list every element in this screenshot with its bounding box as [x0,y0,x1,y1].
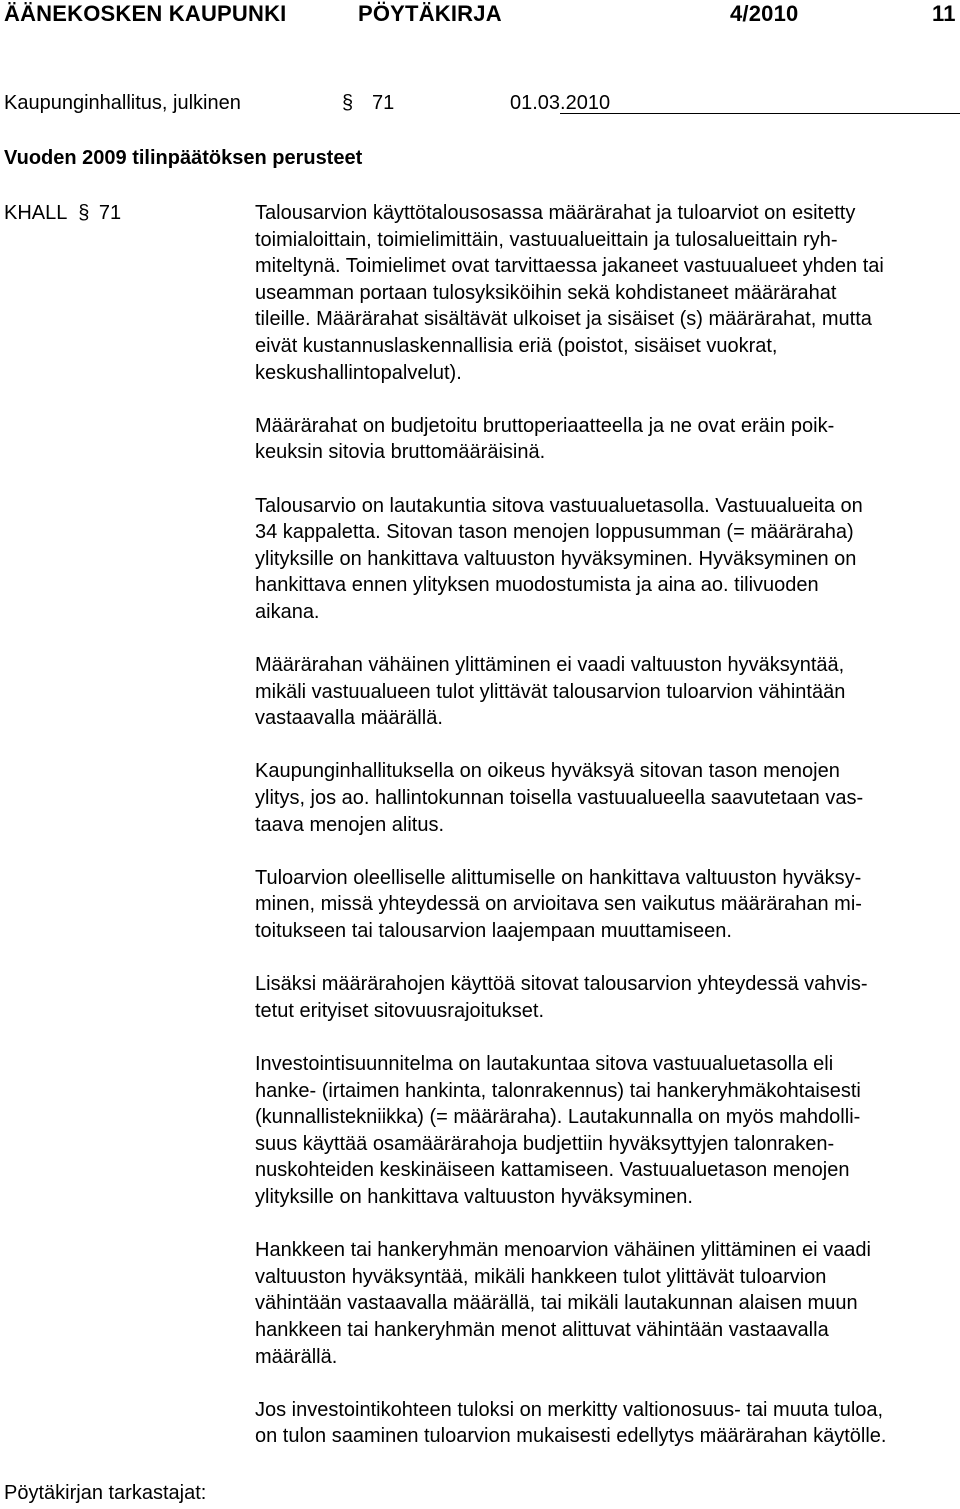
text-line: määrällä. [255,1345,338,1368]
paragraph [255,200,960,386]
paragraph [255,493,960,626]
section-label-number: 71 [98,202,122,224]
text-line: aikana. [255,600,320,623]
page-number: 11 [932,1,956,26]
text-line: Määrärahat on budjetoitu bruttoperiaatteella ja ne ovat eräin poik- [255,414,835,437]
text-line: useamman portaan tulosyksiköihin sekä kohdistaneet määrärahat [255,281,837,304]
paragraph [255,758,960,838]
paragraph [255,413,960,466]
text-line: Lisäksi määrärahojen käyttöä sitovat talousarvion yhteydessä vahvis- [255,973,868,996]
text-line: ylitys, jos ao. hallintokunnan toisella vastuualueella saavutetaan vas- [255,787,864,810]
text-line: Määrärahan vähäinen ylittäminen ei vaadi valtuuston hyväksyntää, [255,654,845,677]
footer-label: Pöytäkirjan tarkastajat: [4,1482,207,1504]
text-line: valtuuston hyväksyntää, mikäli hankkeen tulot ylittävät tuloarvion [255,1265,827,1288]
text-line: Jos investointikohteen tuloksi on merkitty valtionosuus- tai muuta tuloa, [255,1398,884,1421]
section-body [255,200,960,1477]
text-line: ylityksille on hankittava valtuuston hyväksyminen. Hyväksyminen on [255,547,857,570]
paragraph [255,652,960,732]
text-line: Tuloarvion oleelliselle alittumiselle on hankittava valtuuston hyväksy- [255,866,862,889]
text-line: Investointisuunnitelma on lautakuntaa sitova vastuualuetasolla eli [255,1053,834,1075]
text-line: minen, missä yhteydessä on arvioitava sen vaikutus määrärahan mi- [255,893,862,916]
section-label-symbol: § [78,202,90,224]
text-line: vähintään vastaavalla määrällä, tai mikäli lautakunnan alaisen muun [255,1292,858,1315]
section-label-prefix: KHALL [4,202,67,224]
text-line: vastaavalla määrällä. [255,707,443,730]
paragraph [255,1051,960,1211]
text-line: tileille. Määrärahat sisältävät ulkoiset ja sisäiset (s) määrärahat, mutta [255,308,872,331]
text-line: taava menojen alitus. [255,813,445,836]
text-line: mikäli vastuualueen tulot ylittävät talousarvion tuloarvion vähintään [255,680,846,703]
organization-name: ÄÄNEKOSKEN KAUPUNKI [4,1,287,26]
text-line: Kaupunginhallituksella on oikeus hyväksyä sitovan tason menojen [255,760,840,783]
text-line: hankkeen tai hankeryhmän menot alittuvat vähintään vastaavalla [255,1318,829,1341]
text-line: toimialoittain, toimielimittäin, vastuualueittain ja tulosalueittain ryh- [255,228,838,251]
section-number: 71 [372,92,395,114]
text-line: Talousarvio on lautakuntia sitova vastuualuetasolla. Vastuualueita on [255,494,863,517]
text-line: ylityksille on hankittava valtuuston hyväksyminen. [255,1185,693,1208]
paragraph [255,971,960,1024]
paragraph [255,1397,960,1450]
text-line: on tulon saaminen tuloarvion mukaisesti edellytys määrärahan käytölle. [255,1425,887,1448]
text-line: Hankkeen tai hankeryhmän menoarvion vähäinen ylittäminen ei vaadi [255,1239,871,1262]
text-line: miteltynä. Toimielimet ovat tarvittaessa jakaneet vastuualueet yhden tai [255,255,884,278]
text-line: tetut erityiset sitovuusrajoitukset. [255,999,545,1022]
meeting-date: 01.03.2010 [510,92,611,114]
text-line: hankittava ennen ylityksen muodostumista ja aina ao. tilivuoden [255,574,819,597]
section-label [4,200,121,226]
paragraph [255,865,960,945]
text-line: (kunnallistekniikka) (= määräraha). Lautakunnalla on myös mahdolli- [255,1106,861,1129]
document-number: 4/2010 [730,1,799,26]
text-line: Talousarvion käyttötalousosassa määrärahat ja tuloarviot on esitetty [255,202,856,224]
meeting-body: Kaupunginhallitus, julkinen [4,92,241,114]
text-line: nuskohteiden keskinäiseen kattamiseen. Vastuualuetason menojen [255,1159,850,1182]
text-line: toitukseen tai talousarvion laajempaan muuttamiseen. [255,920,732,943]
text-line: eivät kustannuslaskennallisia eriä (poistot, sisäiset vuokrat, [255,334,778,357]
header-rule [560,113,960,114]
paragraph [255,1237,960,1370]
text-line: keskushallintopalvelut). [255,361,462,384]
text-line: keuksin sitovia bruttomääräisinä. [255,441,546,464]
text-line: hanke- (irtaimen hankinta, talonrakennus) tai hankeryhmäkohtaisesti [255,1079,861,1102]
section-symbol: § [342,92,354,114]
document-type: PÖYTÄKIRJA [358,1,502,26]
text-line: suus käyttää osamäärärahoja budjettiin hyväksyttyjen talonraken- [255,1132,835,1155]
subject-title: Vuoden 2009 tilinpäätöksen perusteet [4,147,363,169]
text-line: 34 kappaletta. Sitovan tason menojen loppusumman (= määräraha) [255,521,854,544]
